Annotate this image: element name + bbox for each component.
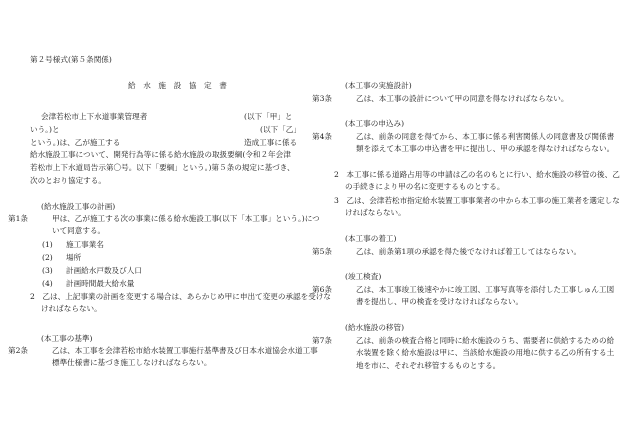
section-heading-inspection: (竣工検査) <box>345 272 382 281</box>
plan-paragraph-2: 2 乙は、上記事業の計画を変更する場合は、あらかじめ甲に申出て変更の承認を受けなければならない。 <box>30 292 331 314</box>
plan-item-1-number: (1) <box>42 240 53 249</box>
preamble-line2-right: (以下「乙」 <box>260 125 301 134</box>
article-6-text: 乙は、本工事竣工後速やかに竣工図、工事写真等を添付した工事しゅん工図書を提出し、甲の検査を受けなければならない。 <box>356 285 615 307</box>
article-7 <box>312 335 616 372</box>
article-5 <box>312 246 616 258</box>
article-2-number: 第2条 <box>8 346 29 355</box>
preamble-line4: 給水施設工事について、開発行為等に係る給水施設の取扱要綱(令和２年会津 <box>30 150 291 159</box>
article-4 <box>312 131 616 156</box>
plan-item-1-text: 施工事業名 <box>66 240 104 249</box>
plan-item-2-number: (2) <box>42 253 53 262</box>
preamble-line3-b: 造成工事に係る <box>244 138 298 147</box>
section-heading-application: (本工事の申込み) <box>345 119 405 128</box>
section-heading-standard: (本工事の基準) <box>41 334 93 343</box>
article-6 <box>312 284 616 309</box>
article-1 <box>8 213 322 238</box>
article-5-number: 第5条 <box>312 247 333 256</box>
article-3 <box>312 93 616 105</box>
article-7-text: 乙は、前条の検査合格と同時に給水施設のうち、需要者に供給するための給水装置を除く給水施設は甲に、当該給水施設の用地に供する乙の所有する土地を市に、それぞれ移管するものとする。 <box>356 336 615 370</box>
preamble-line3-a: という。)は、乙が施工する <box>30 138 121 147</box>
article-4-text: 乙は、前条の同意を得てから、本工事に係る利害関係人の同意書及び関係書類を添えて本工事の申込書を甲に提出し、甲の承認を得なければならない。 <box>356 132 615 154</box>
plan-item-4-number: (4) <box>42 279 53 288</box>
section-heading-transfer: (給水施設の移管) <box>345 323 405 332</box>
form-label: 第２号様式(第５条関係) <box>30 55 112 64</box>
section-heading-design: (本工事の実施設計) <box>345 81 412 90</box>
article-4-number: 第4条 <box>312 132 333 141</box>
article-6-number: 第6条 <box>312 285 333 294</box>
article-3-number: 第3条 <box>312 94 333 103</box>
article-2-text: 乙は、本工事を会津若松市給水装置工事施行基準書及び日本水道協会水道工事標準仕様書に基づき施工しなければならない。 <box>52 346 318 368</box>
article-5-text: 乙は、前条第1項の承認を得た後でなければ着工してはならない。 <box>356 247 582 256</box>
plan-item-2-text: 場所 <box>66 253 82 262</box>
plan-item-4-text: 計画時間最大給水量 <box>66 279 135 288</box>
plan-item-4 <box>30 278 134 290</box>
plan-item-3-number: (3) <box>42 266 53 275</box>
article-1-text: 甲は、乙が施工する次の事業に係る給水施設工事(以下「本工事」という。)について同意する。 <box>52 214 320 236</box>
preamble-line1-right: (以下「甲」と <box>244 112 293 121</box>
plan-item-3-text: 計画給水戸数及び人口 <box>66 266 142 275</box>
preamble-line2-left: いう。)と <box>30 125 60 134</box>
document-title: 給 水 施 設 協 定 書 <box>128 81 230 90</box>
article-2 <box>8 345 322 370</box>
preamble-line5: 若松市上下水道局告示第〇号。以下「要綱」という。)第５条の規定に基づき、 <box>30 163 295 172</box>
application-paragraph-2: 2 本工事に係る道路占用等の申請は乙の名のもとに行い、給水施設の移管の後、乙の手続きにより甲の名に変更するものとする。 <box>334 170 620 192</box>
section-heading-plan: (給水施設工事の計画) <box>41 202 116 211</box>
preamble-line6: 次のとおり協定する。 <box>30 176 106 185</box>
preamble-line1-left: 会津若松市上下水道事業管理者 <box>41 112 148 121</box>
article-1-number: 第1条 <box>8 214 29 223</box>
plan-item-1 <box>30 239 104 251</box>
article-3-text: 乙は、本工事の設計について甲の同意を得なければならない。 <box>356 94 569 103</box>
application-paragraph-3: 3 乙は、会津若松市指定給水装置工事事業者の中から本工事の施工業者を選定しなければならない。 <box>334 196 620 218</box>
article-7-number: 第7条 <box>312 336 333 345</box>
plan-item-3 <box>30 265 142 277</box>
section-heading-start: (本工事の着工) <box>345 234 397 243</box>
plan-item-2 <box>30 252 81 264</box>
